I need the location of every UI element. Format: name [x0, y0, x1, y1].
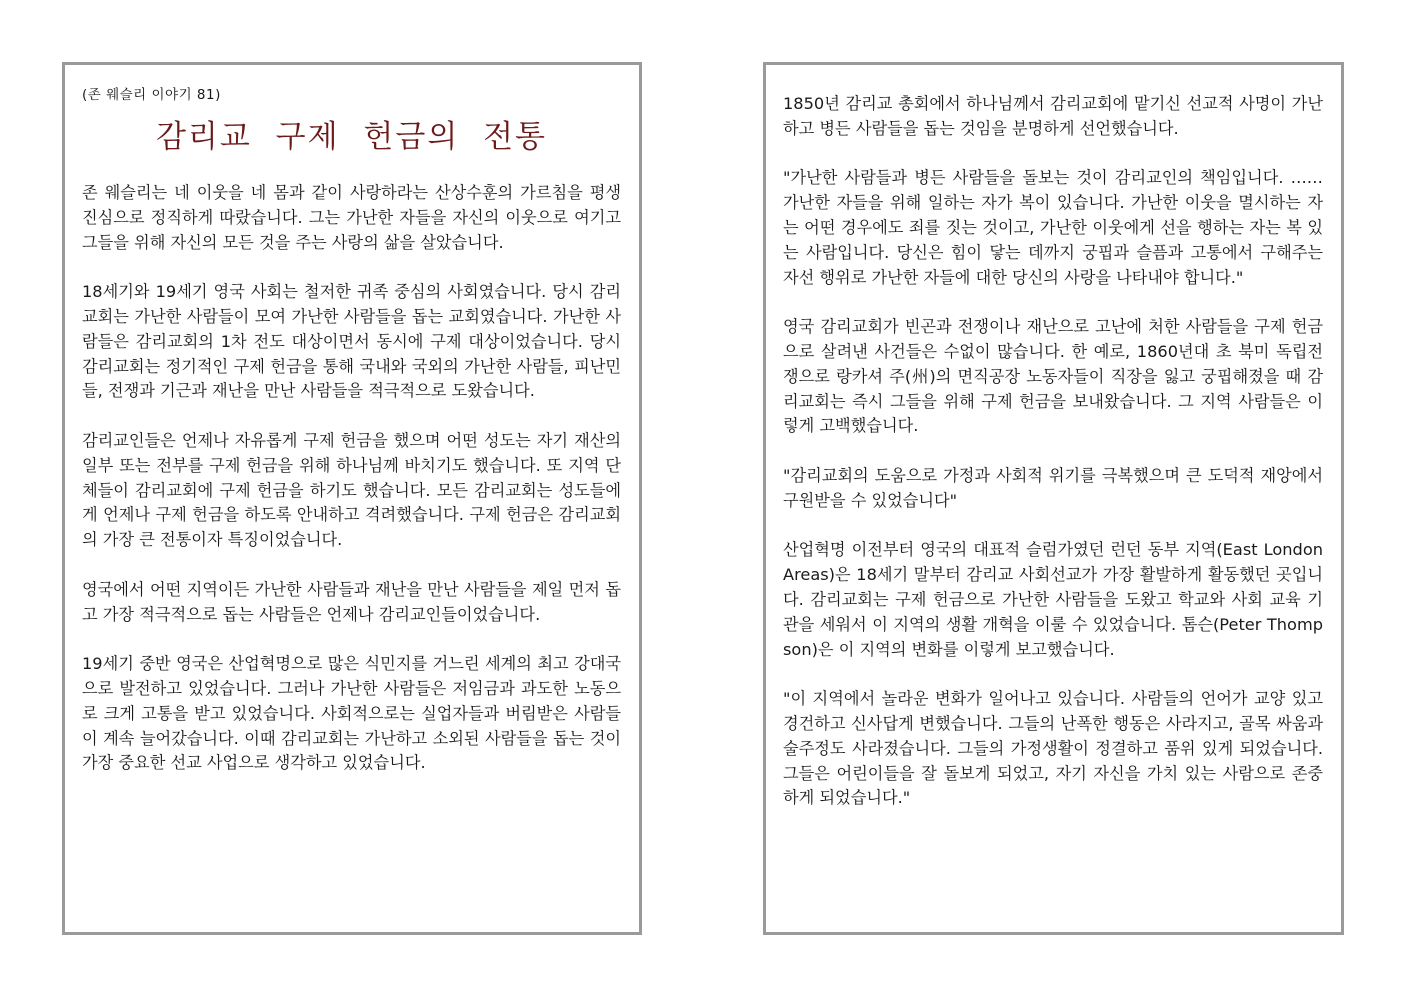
series-label: (존 웨슬리 이야기 81): [82, 87, 221, 103]
left-page: [62, 62, 642, 935]
quote-paragraph: "감리교회의 도움으로 가정과 사회적 위기를 극복했으며 큰 도덕적 재앙에서 구원받을 수 있었습니다": [783, 465, 1323, 510]
quote-paragraph: "가난한 사람들과 병든 사람들을 돌보는 것이 감리교인의 책임입니다. …… 가난한 자들을 위해 일하는 자가 복이 있습니다. 가난한 이웃을 멸시하는 자는 어떤 경우에도 죄를 짓는 것이고, 가난한 이웃에게 선을 행하는 자는 복 있는 사람입니다. 당신은 힘이 닿는 데까지 궁핍과 슬픔과 고통에서 구해주는 자선 행위로 가난한 자들에 대한 당신의 사랑을 나타내야 합니다.": [783, 168, 1323, 287]
paragraph: 영국에서 어떤 지역이든 가난한 사람들과 재난을 만난 사람들을 제일 먼저 돕고 가장 적극적으로 돕는 사람들은 언제나 감리교인들이었습니다.: [82, 579, 621, 624]
quote-paragraph: "이 지역에서 놀라운 변화가 일어나고 있습니다. 사람들의 언어가 교양 있고 경건하고 신사답게 변했습니다. 그들의 난폭한 행동은 사라지고, 골목 싸움과 술주정도 사라졌습니다. 그들의 가정생활이 정결하고 품위 있게 되었습니다. 그들은 어린이들을 잘 돌보게 되었고, 자기 자신을 가치 있는 사람으로 존중하게 되었습니다.": [783, 689, 1323, 808]
paragraph: 19세기 중반 영국은 산업혁명으로 많은 식민지를 거느린 세계의 최고 강대국으로 발전하고 있었습니다. 그러나 가난한 사람들은 저임금과 과도한 노동으로 크게 고통을 받고 있었습니다. 사회적으로는 실업자들과 버림받은 사람들이 계속 늘어갔습니다. 이때 감리교회는 가난하고 소외된 사람들을 돕는 것이 가장 중요한 선교 사업으로 생각하고 있었습니다.: [82, 654, 621, 773]
paragraph: 산업혁명 이전부터 영국의 대표적 슬럼가였던 런던 동부 지역(East London Areas)은 18세기 말부터 감리교 사회선교가 가장 활발하게 활동했던 곳입니다. 감리교회는 구제 헌금으로 가난한 사람들을 도왔고 학교와 사회 교육 기관을 세워서 이 지역의 생활 개혁을 이룰 수 있었습니다. 톰슨(Peter Thompson)은 이 지역의 변화를 이렇게 보고했습니다.: [783, 540, 1323, 659]
right-page: [763, 62, 1344, 935]
paragraph: 존 웨슬리는 네 이웃을 네 몸과 같이 사랑하라는 산상수훈의 가르침을 평생 진심으로 정직하게 따랐습니다. 그는 가난한 자들을 자신의 이웃으로 여기고 그들을 위해 자신의 모든 것을 주는 사랑의 삶을 살았습니다.: [82, 183, 621, 252]
paragraph: 18세기와 19세기 영국 사회는 철저한 귀족 중심의 사회였습니다. 당시 감리교회는 가난한 사람들이 모여 가난한 사람들을 돕는 교회였습니다. 가난한 사람들은 감리교회의 1차 전도 대상이면서 동시에 구제 대상이었습니다. 당시 감리교회는 정기적인 구제 헌금을 통해 국내와 국외의 가난한 사람들, 피난민들, 전쟁과 기근과 재난을 만난 사람들을 적극적으로 도왔습니다.: [82, 282, 621, 401]
paragraph: 1850년 감리교 총회에서 하나님께서 감리교회에 맡기신 선교적 사명이 가난하고 병든 사람들을 돕는 것임을 분명하게 선언했습니다.: [783, 94, 1323, 138]
paragraph: 감리교인들은 언제나 자유롭게 구제 헌금을 했으며 어떤 성도는 자기 재산의 일부 또는 전부를 구제 헌금을 위해 하나님께 바치기도 했습니다. 또 지역 단체들이 감리교회에 구제 헌금을 하기도 했습니다. 모든 감리교회는 성도들에게 언제나 구제 헌금을 하도록 안내하고 격려했습니다. 구제 헌금은 감리교회의 가장 큰 전통이자 특징이었습니다.: [82, 430, 621, 550]
paragraph: 영국 감리교회가 빈곤과 전쟁이나 재난으로 고난에 처한 사람들을 구제 헌금으로 살려낸 사건들은 수없이 많습니다. 한 예로, 1860년대 초 북미 독립전쟁으로 랑카셔 주(州)의 면직공장 노동자들이 직장을 잃고 궁핍해졌을 때 감리교회는 즉시 그들을 위해 구제 헌금을 보내왔습니다. 그 지역 사람들은 이렇게 고백했습니다.: [783, 317, 1323, 436]
page-title: 감리교 구제 헌금의 전통: [155, 119, 548, 155]
